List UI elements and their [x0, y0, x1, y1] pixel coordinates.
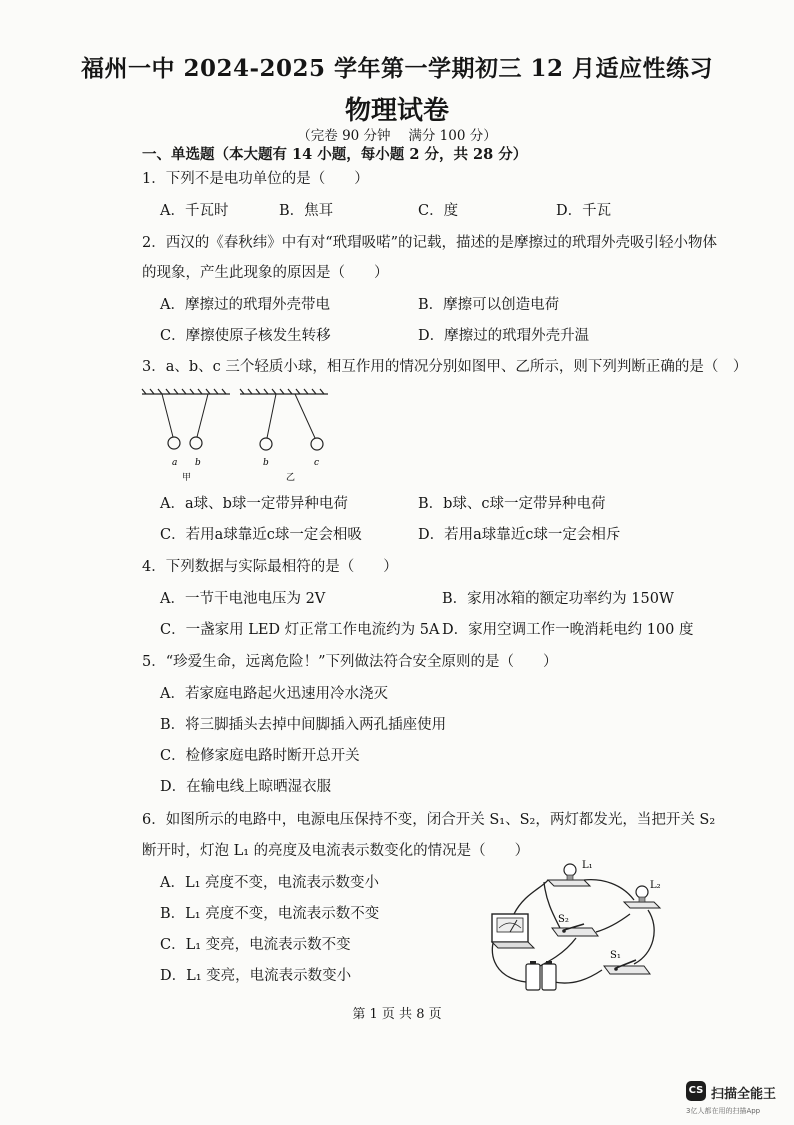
label-a: a — [172, 458, 178, 468]
question-6-stem-line2: 断开时，灯泡 L₁ 的亮度及电流表示数变化的情况是（ ） — [142, 843, 530, 859]
question-6-option-c: C．L₁ 变亮，电流表示数不变 — [160, 937, 351, 953]
question-2-option-b: B．摩擦可以创造电荷 — [418, 297, 560, 313]
exam-duration-score: （完卷 90 分钟 满分 100 分） — [297, 128, 497, 144]
ball-c — [311, 438, 323, 450]
label-l1: L₁ — [582, 860, 593, 871]
label-s2: S₂ — [558, 914, 569, 925]
question-3-option-d: D．若用a球靠近c球一定会相斥 — [418, 527, 621, 543]
label-c: c — [314, 458, 320, 468]
label-s1: S₁ — [610, 950, 621, 961]
question-2-option-c: C．摩擦使原子核发生转移 — [160, 328, 331, 344]
question-5-option-b: B．将三脚插头去掉中间脚插入两孔插座使用 — [160, 717, 447, 733]
ammeter — [492, 914, 534, 948]
question-4-stem: 4．下列数据与实际最相符的是（ ） — [142, 559, 398, 575]
exam-title: 福州一中 2024-2025 学年第一学期初三 12 月适应性练习 — [80, 55, 714, 82]
question-1-option-c: C．度 — [418, 203, 459, 219]
circuit-figure — [484, 858, 676, 1002]
caption-jia: 甲 — [182, 473, 192, 483]
camscanner-watermark — [686, 1079, 790, 1119]
question-4-option-c: C．一盏家用 LED 灯正常工作电流约为 5A — [160, 622, 440, 638]
question-1-option-a: A．千瓦时 — [160, 203, 229, 219]
pith-balls-figure — [140, 386, 340, 486]
question-6-stem-line1: 6．如图所示的电路中，电源电压保持不变，闭合开关 S₁、S₂，两灯都发光，当把开关 S₂ — [142, 812, 716, 828]
question-3-stem: 3．a、b、c 三个轻质小球，相互作用的情况分别如图甲、乙所示，则下列判断正确的是（ ） — [142, 359, 748, 375]
question-3-option-a: A．a球、b球一定带异种电荷 — [160, 496, 348, 512]
page-footer: 第 1 页 共 8 页 — [352, 1007, 442, 1022]
ball-b-left — [190, 437, 202, 449]
question-5-option-a: A．若家庭电路起火迅速用冷水浇灭 — [160, 686, 388, 702]
question-5-stem: 5．“珍爱生命，远离危险！”下列做法符合安全原则的是（ ） — [142, 654, 558, 670]
question-2-stem-line2: 的现象，产生此现象的原因是（ ） — [142, 265, 389, 281]
exam-subject-title: 物理试卷 — [344, 96, 449, 126]
question-5-option-d: D．在输电线上晾晒湿衣服 — [160, 779, 332, 795]
thread-b-left — [197, 394, 208, 437]
question-2-stem-line1: 2．西汉的《春秋纬》中有对“玳瑁吸喏”的记载，描述的是摩擦过的玳瑁外壳吸引轻小物体 — [142, 235, 718, 251]
ball-a — [168, 437, 180, 449]
question-6-option-d: D．L₁ 变亮，电流表示数变小 — [160, 968, 352, 984]
question-6-option-b: B．L₁ 亮度不变，电流表示数不变 — [160, 906, 380, 922]
question-1-stem: 1．下列不是电功单位的是（ ） — [142, 171, 369, 187]
ceiling-right — [240, 389, 328, 394]
question-3-option-c: C．若用a球靠近c球一定会相吸 — [160, 527, 362, 543]
question-3-option-b: B．b球、c球一定带异种电荷 — [418, 496, 606, 512]
question-2-option-a: A．摩擦过的玳瑁外壳带电 — [160, 297, 330, 313]
ball-b-right — [260, 438, 272, 450]
question-1-option-b: B．焦耳 — [279, 203, 334, 219]
camscanner-logo-icon: CS — [686, 1081, 706, 1101]
question-4-option-a: A．一节干电池电压为 2V — [160, 591, 326, 607]
camscanner-name: 扫描全能王 — [711, 1087, 777, 1102]
thread-c — [295, 394, 315, 438]
switch-s1 — [604, 960, 650, 974]
question-5-option-c: C．检修家庭电路时断开总开关 — [160, 748, 360, 764]
label-l2: L₂ — [650, 880, 661, 891]
label-b-right: b — [263, 458, 269, 468]
question-1-option-d: D．千瓦 — [556, 203, 612, 219]
question-4-option-b: B．家用冰箱的额定功率约为 150W — [442, 591, 674, 607]
question-6-option-a: A．L₁ 亮度不变，电流表示数变小 — [160, 875, 380, 891]
camscanner-slogan: 3亿人都在用的扫描App — [686, 1107, 761, 1115]
question-4-option-d: D．家用空调工作一晚消耗电约 100 度 — [442, 622, 694, 638]
thread-a — [162, 394, 173, 437]
label-b-left: b — [195, 458, 201, 468]
ceiling-left — [142, 389, 230, 394]
caption-yi: 乙 — [286, 473, 296, 483]
thread-b-right — [267, 394, 276, 438]
question-2-option-d: D．摩擦过的玳瑁外壳升温 — [418, 328, 590, 344]
section-heading-single-choice: 一、单选题（本大题有 14 小题，每小题 2 分，共 28 分） — [142, 146, 528, 163]
